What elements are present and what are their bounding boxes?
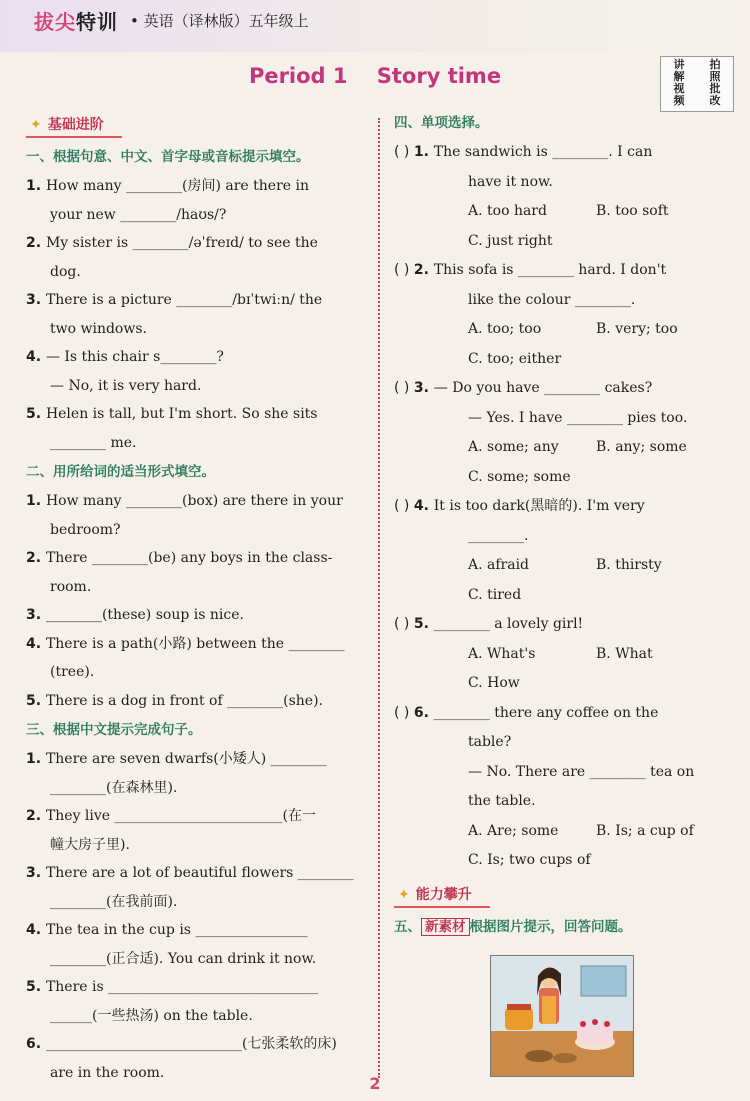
mc-stem-line: [394, 492, 736, 522]
option[interactable]: C. too; either: [468, 350, 562, 367]
options-row: [394, 640, 736, 670]
question-line: [26, 745, 370, 774]
answer-bracket[interactable]: ( ): [394, 616, 414, 632]
question-text: There is a dog in front of ________(she).: [45, 692, 323, 709]
question-number: 3.: [26, 292, 46, 308]
question-text: ________(these) soup is nice.: [45, 607, 244, 623]
question-text: There is ______________________________: [45, 979, 319, 995]
question-number: 6.: [413, 704, 434, 721]
question-text: dog.: [50, 263, 81, 280]
option[interactable]: B. Is; a cup of: [596, 822, 694, 839]
question-text: ________(在我前面).: [50, 893, 178, 910]
climb-icon: ✦: [398, 886, 410, 903]
options-row: [394, 227, 736, 257]
question-number: 1.: [26, 751, 46, 767]
question-line: [26, 372, 370, 401]
stem-text: This sofa is ________ hard. I don't: [433, 262, 667, 278]
section-2-list: [26, 487, 370, 715]
question-number: 3.: [26, 865, 46, 881]
answer-bracket[interactable]: ( ): [394, 704, 414, 721]
header-bar: [0, 0, 750, 52]
section-1-list: [26, 172, 370, 457]
question-text: There is a picture ________/bɪˈtwiːn/ the: [45, 292, 323, 308]
question-number: 3.: [26, 607, 46, 623]
options-row: [394, 581, 736, 611]
column-divider: [378, 118, 380, 1078]
question-text: How many ________(房间) are there in: [45, 178, 310, 194]
option[interactable]: A. afraid: [468, 557, 530, 573]
right-column: [394, 112, 736, 942]
question-text: are in the room.: [50, 1064, 165, 1081]
options-row: [394, 817, 736, 847]
section-2-heading: 二、用所给词的适当形式填空。: [26, 464, 215, 480]
mc-stem-line: [394, 787, 736, 817]
mc-stem-line: [394, 728, 736, 758]
stem-text: — Yes. I have ________ pies too.: [468, 409, 688, 426]
question-line: [26, 774, 370, 803]
question-line: [26, 1030, 370, 1059]
question-text: 幢大房子里).: [50, 836, 130, 853]
mc-stem-line: [394, 168, 736, 198]
page-title: Period 1 Story time: [248, 64, 502, 88]
option[interactable]: B. thirsty: [596, 557, 662, 573]
option[interactable]: A. too hard: [468, 203, 547, 219]
mc-stem-line: [394, 522, 736, 552]
question-line: [26, 487, 370, 516]
question-line: [26, 973, 370, 1002]
new-material-tag: 新素材: [421, 918, 470, 936]
section-badge-basic: ✦ 基础进阶: [26, 112, 122, 138]
section-5-heading: 五、 新素材 根据图片提示，回答问题。: [394, 918, 632, 935]
mc-stem-line: [394, 374, 736, 404]
left-column: [26, 112, 370, 1087]
options-row: [394, 846, 736, 876]
question-text: There are a lot of beautiful flowers ________: [45, 865, 354, 881]
question-text: ________(在森林里).: [50, 779, 178, 796]
question-number: 5.: [26, 692, 46, 709]
mc-stem-line: [394, 758, 736, 788]
question-text: Helen is tall, but I'm short. So she sits: [45, 406, 318, 422]
question-text: — No, it is very hard.: [50, 377, 202, 394]
video-correction-box[interactable]: 讲 解 视 频 拍 照 批 改: [660, 56, 734, 112]
question-line: [26, 286, 370, 315]
question-line: [26, 658, 370, 687]
question-text: bedroom?: [50, 521, 121, 538]
mc-stem-line: [394, 256, 736, 286]
question-line: [26, 258, 370, 287]
mc-stem-line: [394, 699, 736, 729]
question-line: [26, 229, 370, 258]
option[interactable]: B. too soft: [596, 203, 669, 219]
question-number: 2.: [26, 550, 46, 566]
option[interactable]: A. too; too: [468, 321, 542, 337]
question-text: They live ________________________(在一: [45, 808, 316, 824]
stem-text: table?: [468, 734, 512, 750]
question-text: There is a path(小路) between the ________: [45, 635, 345, 652]
question-line: [26, 172, 370, 201]
option[interactable]: C. some; some: [468, 468, 571, 485]
question-line: [26, 888, 370, 917]
section-4-heading: 四、单项选择。: [394, 115, 489, 131]
question-text: The tea in the cup is ________________: [45, 922, 308, 938]
question-number: 5.: [26, 406, 46, 422]
question-line: [26, 859, 370, 888]
stem-text: The sandwich is ________. I can: [433, 144, 653, 160]
question-line: [26, 831, 370, 860]
option[interactable]: C. How: [468, 675, 520, 691]
question-line: [26, 201, 370, 230]
question-text: two windows.: [50, 320, 147, 337]
stem-text: — No. There are ________ tea on: [468, 763, 695, 780]
options-row: [394, 345, 736, 375]
mc-stem-line: [394, 404, 736, 434]
question-text: (tree).: [50, 664, 95, 680]
stem-text: ________ there any coffee on the: [433, 704, 659, 721]
subject-label: • 英语（译林版）五年级上: [130, 12, 309, 30]
answer-bracket[interactable]: ( ): [394, 380, 414, 396]
option[interactable]: B. very; too: [596, 321, 678, 337]
answer-bracket[interactable]: ( ): [394, 262, 414, 278]
question-line: [26, 601, 370, 630]
answer-bracket[interactable]: ( ): [394, 144, 414, 160]
question-line: [26, 945, 370, 974]
question-number: 2.: [26, 235, 46, 251]
option[interactable]: A. What's: [468, 645, 536, 662]
question-line: [26, 573, 370, 602]
question-text: There ________(be) any boys in the class-: [45, 550, 333, 566]
options-row: [394, 551, 736, 581]
question-text: room.: [50, 578, 92, 595]
question-number: 2.: [413, 262, 434, 278]
stem-text: — Do you have ________ cakes?: [433, 380, 653, 396]
question-number: 3.: [413, 380, 434, 396]
question-line: [26, 1002, 370, 1031]
options-row: [394, 463, 736, 493]
options-row: [394, 669, 736, 699]
option[interactable]: B. any; some: [596, 439, 687, 455]
option[interactable]: C. Is; two cups of: [468, 852, 591, 868]
page-number: 2: [369, 1074, 381, 1093]
option[interactable]: A. Are; some: [468, 822, 559, 839]
question-line: [26, 630, 370, 659]
stem-text: ________ a lovely girl!: [433, 616, 584, 632]
question-text: — Is this chair s________?: [45, 349, 224, 365]
question-text: your new ________/haʊs/?: [50, 206, 227, 223]
answer-bracket[interactable]: ( ): [394, 498, 414, 514]
question-number: 4.: [26, 922, 46, 938]
question-text: My sister is ________/əˈfreɪd/ to see the: [45, 235, 318, 251]
question-number: 1.: [26, 178, 46, 194]
question-number: 4.: [413, 498, 434, 514]
question-number: 1.: [26, 493, 46, 509]
question-line: [26, 544, 370, 573]
stem-text: the table.: [468, 793, 536, 809]
option[interactable]: C. tired: [468, 586, 522, 603]
question-number: 4.: [26, 349, 46, 365]
section-badge-advanced: ✦ 能力攀升: [394, 882, 490, 908]
mc-stem-line: [394, 610, 736, 640]
option[interactable]: A. some; any: [468, 439, 559, 455]
stem-text: It is too dark(黑暗的). I'm very: [433, 498, 645, 514]
run-icon: ✦: [30, 117, 42, 133]
question-line: [26, 343, 370, 372]
options-row: [394, 197, 736, 227]
options-row: [394, 315, 736, 345]
stem-text: ________.: [468, 527, 529, 544]
question-line: [26, 429, 370, 458]
question-number: 6.: [26, 1036, 46, 1052]
brand-logo: 拔尖特训: [34, 10, 118, 34]
section-4-list: [394, 138, 736, 876]
question-text: ______(一些热汤) on the table.: [50, 1007, 253, 1024]
kitchen-illustration: [490, 955, 634, 1077]
mc-stem-line: [394, 138, 736, 168]
option[interactable]: B. What: [596, 645, 653, 662]
option[interactable]: C. just right: [468, 232, 553, 249]
section-1-heading: 一、根据句意、中文、首字母或音标提示填空。: [26, 149, 310, 165]
question-number: 4.: [26, 635, 46, 652]
stem-text: have it now.: [468, 173, 553, 190]
question-line: [26, 516, 370, 545]
section-3-heading: 三、根据中文提示完成句子。: [26, 722, 202, 738]
question-text: How many ________(box) are there in your: [45, 493, 343, 509]
stem-text: like the colour ________.: [468, 291, 636, 308]
question-line: [26, 315, 370, 344]
question-number: 5.: [26, 979, 46, 995]
question-number: 1.: [413, 144, 434, 160]
question-line: [26, 400, 370, 429]
mc-stem-line: [394, 286, 736, 316]
question-number: 2.: [26, 808, 46, 824]
question-number: 5.: [413, 616, 434, 632]
options-row: [394, 433, 736, 463]
question-text: ________ me.: [50, 434, 137, 451]
question-line: [26, 916, 370, 945]
question-line: [26, 687, 370, 716]
question-text: ____________________________(七张柔软的床): [45, 1036, 337, 1052]
question-text: ________(正合适). You can drink it now.: [50, 950, 317, 967]
section-3-list: [26, 745, 370, 1087]
question-text: There are seven dwarfs(小矮人) ________: [45, 751, 327, 767]
question-line: [26, 802, 370, 831]
